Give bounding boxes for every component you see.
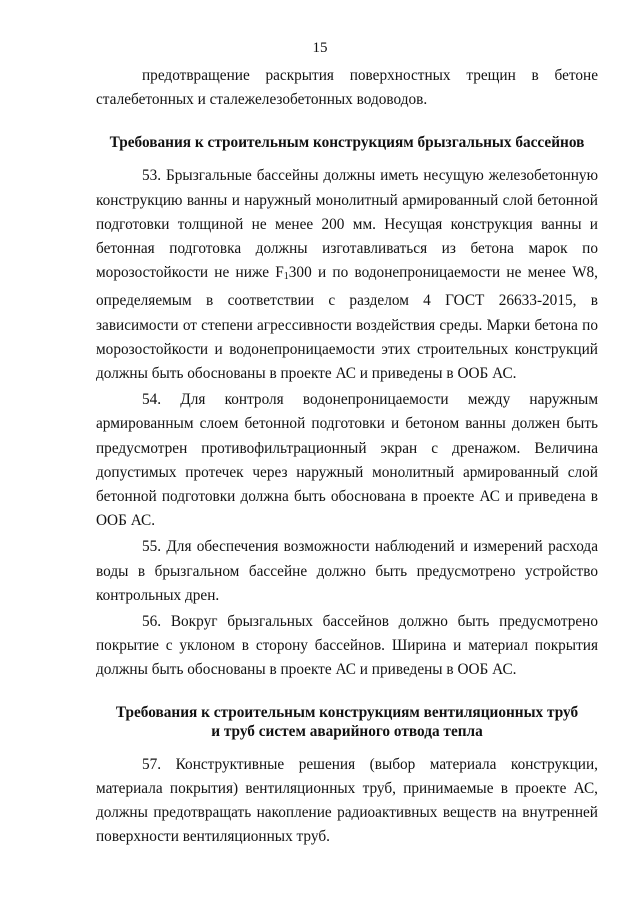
paragraph-57: 57. Конструктивные решения (выбор материала конструкции, материала покрытия) вентиляционных труб, принимаемые в проекте АС, должны предотвращать накопление радиоактивных веществ на внутренней поверхности вентиляционных труб.: [96, 755, 598, 846]
page-number: 15: [312, 40, 328, 56]
paragraph-53-part2: 300 и по водонепроницаемости не менее W8, определяемым в соответствии с разделом 4 ГОСТ 26633-2015, в зависимости от степени агрессивности воздействия среды. Марки бетона по морозостойкости и водонепроницаемости этих строительных конструкций должны быть обоснованы в проекте АС и приведены в ООБ АС.: [96, 264, 598, 383]
section-title-line-2: и труб систем аварийного отвода тепла: [211, 722, 483, 740]
paragraph-53: [96, 164, 598, 386]
paragraph-55: 55. Для обеспечения возможности наблюдений и измерений расхода воды в брызгальном бассейне должно быть предусмотрено устройство контрольных дрен.: [96, 538, 598, 604]
page-content: [96, 64, 598, 849]
intro-line-1: предотвращение раскрытия поверхностных трещин в бетоне: [142, 67, 598, 84]
intro-line-2: сталебетонных и сталежелезобетонных водоводов.: [96, 91, 428, 109]
paragraph-53-part1: 53. Брызгальные бассейны должны иметь несущую железобетонную конструкцию ванны и наружный монолитный армированный слой бетонной подготовки толщиной не менее 200 мм. Несущая конструкция ванны и бетонная подготовка должны изготавливаться из бетона марок по морозостойкости не ниже F: [96, 167, 598, 282]
section-title-line-1: Требования к строительным конструкциям вентиляционных труб: [115, 703, 579, 721]
paragraph-56: 56. Вокруг брызгальных бассейнов должно быть предусмотрено покрытие с уклоном в сторону бассейнов. Ширина и материал покрытия должны быть обоснованы в проекте АС и приведены в ООБ АС.: [96, 613, 598, 679]
section-title-spray-pools: Требования к строительным конструкциям брызгальных бассейнов: [109, 134, 585, 152]
paragraph-54: 54. Для контроля водонепроницаемости между наружным армированным слоем бетонной подготовки и бетоном ванны должен быть предусмотрен противофильтрационный экран с дренажом. Величина допустимых протечек через наружный монолитный армированный слой бетонной подготовки должна быть обоснована в проекте АС и приведена в ООБ АС.: [96, 391, 598, 530]
frost-index-subscript: 1: [283, 271, 289, 283]
section-title-ventilation-pipes: [96, 703, 598, 741]
